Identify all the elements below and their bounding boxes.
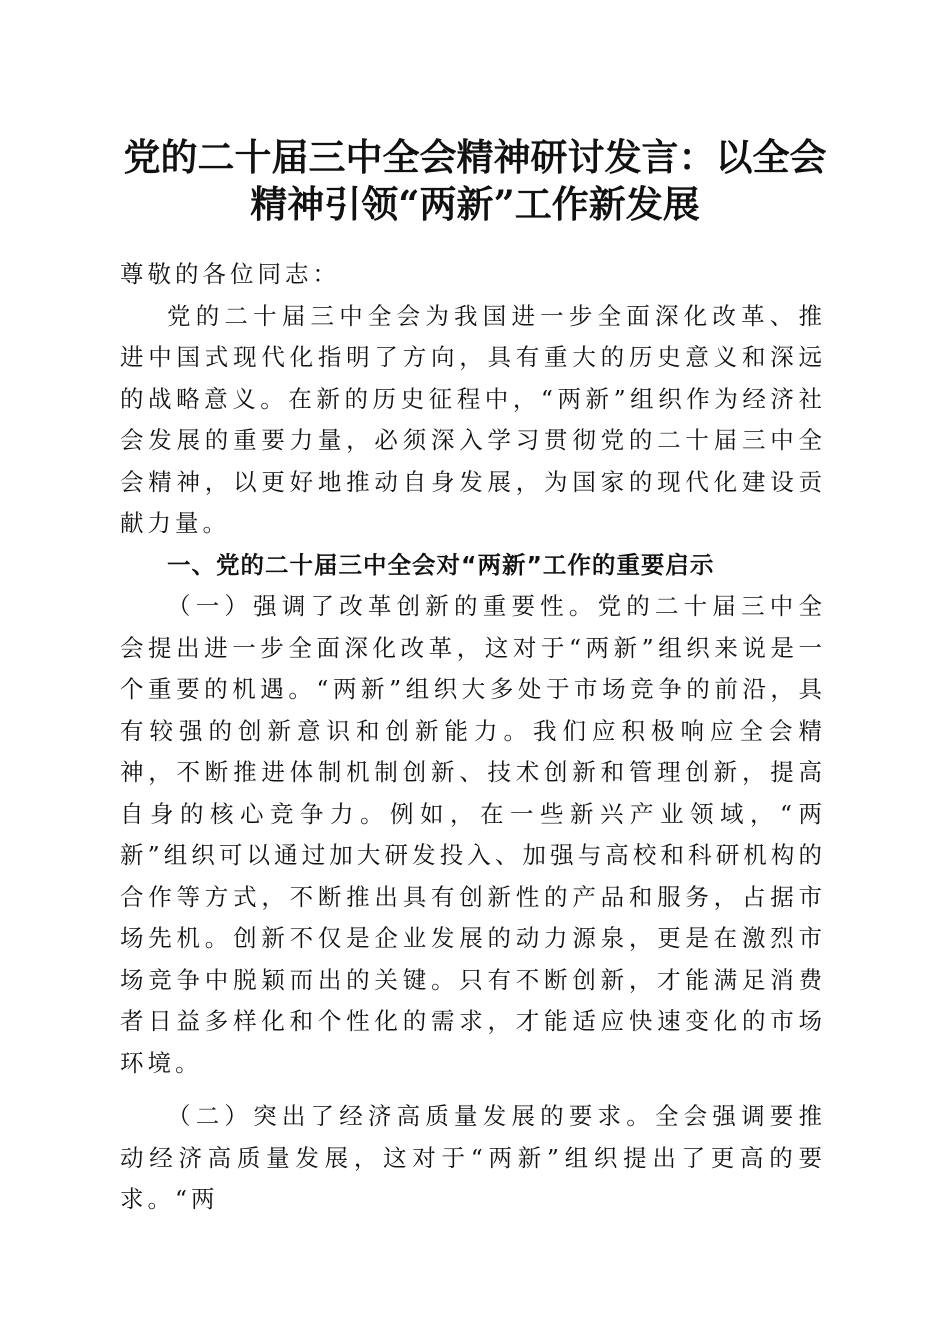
document-title: 党的二十届三中全会精神研讨发言：以全会精神引领“两新”工作新发展 xyxy=(123,135,827,226)
document-body xyxy=(120,254,826,1221)
intro-paragraph: 党的二十届三中全会为我国进一步全面深化改革、推进中国式现代化指明了方向，具有重大的历史意义和深远的战略意义。在新的历史征程中，“两新”组织作为经济社会发展的重要力量，必须深入学习贯彻党的二十届三中全会精神，以更好地推动自身发展，为国家的现代化建设贡献力量。 xyxy=(120,301,826,537)
section-heading-1: 一、党的二十届三中全会对“两新”工作的重要启示 xyxy=(167,550,715,579)
point-paragraph-1: （一）强调了改革创新的重要性。党的二十届三中全会提出进一步全面深化改革，这对于“两新”组织来说是一个重要的机遇。“两新”组织大多处于市场竞争的前沿，具有较强的创新意识和创新能力。我们应积极响应全会精神，不断推进体制机制创新、技术创新和管理创新，提高自身的核心竞争力。例如，在一些新兴产业领域，“两新”组织可以通过加大研发投入、加强与高校和科研机构的合作等方式，不断推出具有创新性的产品和服务，占据市场先机。创新不仅是企业发展的动力源泉，更是在激烈市场竞争中脱颖而出的关键。只有不断创新，才能满足消费者日益多样化和个性化的需求，才能适应快速变化的市场环境。 xyxy=(120,592,826,1077)
salutation: 尊敬的各位同志： xyxy=(120,260,340,288)
point-paragraph-2: （二）突出了经济高质量发展的要求。全会强调要推动经济高质量发展，这对于“两新”组织提出了更高的要求。“两 xyxy=(120,1102,826,1213)
